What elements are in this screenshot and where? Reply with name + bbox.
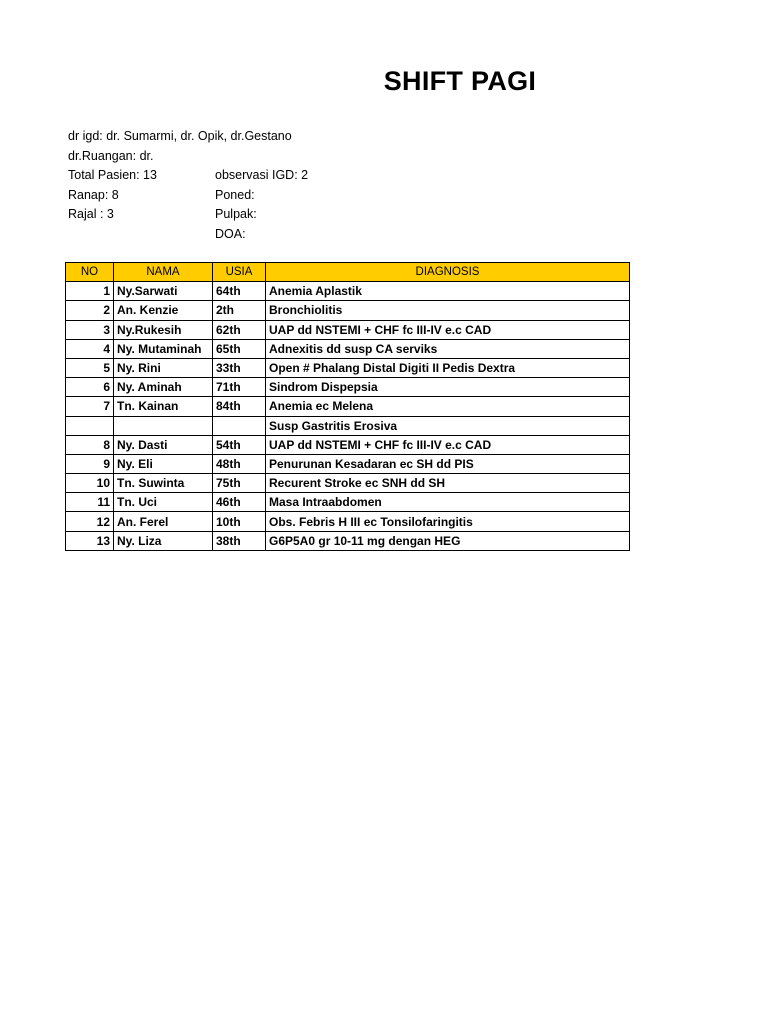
- info-row-rajal: [68, 205, 292, 225]
- cell-no: 7: [66, 397, 114, 416]
- cell-usia: 64th: [213, 282, 266, 301]
- table-header-row: [66, 263, 630, 282]
- cell-nama: Ny. Dasti: [114, 435, 213, 454]
- table-row: [66, 282, 630, 301]
- info-row-dr-ruangan: [68, 147, 292, 167]
- cell-nama: Tn. Uci: [114, 493, 213, 512]
- header-diagnosis: DIAGNOSIS: [266, 263, 630, 282]
- cell-usia: [213, 416, 266, 435]
- cell-usia: 10th: [213, 512, 266, 531]
- table-row: [66, 493, 630, 512]
- cell-no: 11: [66, 493, 114, 512]
- header-nama: NAMA: [114, 263, 213, 282]
- cell-usia: 48th: [213, 454, 266, 473]
- cell-no: 3: [66, 320, 114, 339]
- cell-nama: Tn. Kainan: [114, 397, 213, 416]
- cell-nama: Ny. Mutaminah: [114, 339, 213, 358]
- cell-diagnosis: UAP dd NSTEMI + CHF fc III-IV e.c CAD: [266, 435, 630, 454]
- table-row: [66, 454, 630, 473]
- cell-nama: An. Kenzie: [114, 301, 213, 320]
- cell-no: 8: [66, 435, 114, 454]
- cell-diagnosis: Penurunan Kesadaran ec SH dd PIS: [266, 454, 630, 473]
- header-usia: USIA: [213, 263, 266, 282]
- cell-diagnosis: Adnexitis dd susp CA serviks: [266, 339, 630, 358]
- pulpak-text: Pulpak:: [215, 207, 257, 221]
- total-pasien-text: Total Pasien: 13: [68, 168, 157, 182]
- cell-nama: Ny. Aminah: [114, 378, 213, 397]
- table-row: [66, 416, 630, 435]
- table-row: [66, 512, 630, 531]
- table-row: [66, 320, 630, 339]
- dr-igd-text: dr igd: dr. Sumarmi, dr. Opik, dr.Gestano: [68, 129, 292, 143]
- cell-nama: [114, 416, 213, 435]
- cell-diagnosis: Obs. Febris H III ec Tonsilofaringitis: [266, 512, 630, 531]
- shift-info: [68, 127, 309, 244]
- cell-nama: Ny.Rukesih: [114, 320, 213, 339]
- cell-no: 1: [66, 282, 114, 301]
- cell-usia: 65th: [213, 339, 266, 358]
- table-row: [66, 397, 630, 416]
- cell-usia: 38th: [213, 531, 266, 550]
- observasi-igd-text: observasi IGD: 2: [215, 168, 309, 182]
- cell-usia: 62th: [213, 320, 266, 339]
- dr-ruangan-text: dr.Ruangan: dr.: [68, 148, 154, 163]
- table-row: [66, 531, 630, 550]
- table-row: [66, 339, 630, 358]
- cell-diagnosis: Anemia ec Melena: [266, 397, 630, 416]
- patient-table: [65, 262, 630, 551]
- cell-usia: 71th: [213, 378, 266, 397]
- table-row: [66, 378, 630, 397]
- cell-no: 4: [66, 339, 114, 358]
- cell-nama: Tn. Suwinta: [114, 474, 213, 493]
- cell-diagnosis: Masa Intraabdomen: [266, 493, 630, 512]
- table-body: [66, 282, 630, 551]
- header-no: NO: [66, 263, 114, 282]
- cell-nama: An. Ferel: [114, 512, 213, 531]
- cell-no: 2: [66, 301, 114, 320]
- cell-nama: Ny. Eli: [114, 454, 213, 473]
- cell-diagnosis: UAP dd NSTEMI + CHF fc III-IV e.c CAD: [266, 320, 630, 339]
- info-row-ranap: [68, 186, 292, 206]
- page-title: SHIFT PAGI: [383, 66, 537, 96]
- info-row-dr-igd: [68, 127, 292, 147]
- cell-diagnosis: Open # Phalang Distal Digiti II Pedis Dextra: [266, 358, 630, 377]
- cell-usia: 84th: [213, 397, 266, 416]
- cell-usia: 2th: [213, 301, 266, 320]
- cell-no: 5: [66, 358, 114, 377]
- info-row-doa: [68, 225, 292, 245]
- table-row: [66, 358, 630, 377]
- cell-diagnosis: Anemia Aplastik: [266, 282, 630, 301]
- cell-nama: Ny.Sarwati: [114, 282, 213, 301]
- cell-nama: Ny. Rini: [114, 358, 213, 377]
- table-row: [66, 435, 630, 454]
- cell-usia: 46th: [213, 493, 266, 512]
- poned-text: Poned:: [215, 187, 255, 202]
- cell-diagnosis: G6P5A0 gr 10-11 mg dengan HEG: [266, 531, 630, 550]
- cell-no: 13: [66, 531, 114, 550]
- doa-text: DOA:: [215, 226, 246, 241]
- cell-nama: Ny. Liza: [114, 531, 213, 550]
- cell-diagnosis: Bronchiolitis: [266, 301, 630, 320]
- ranap-text: Ranap: 8: [68, 187, 119, 202]
- table-row: [66, 301, 630, 320]
- cell-no: 9: [66, 454, 114, 473]
- cell-usia: 33th: [213, 358, 266, 377]
- cell-no: 10: [66, 474, 114, 493]
- cell-usia: 54th: [213, 435, 266, 454]
- cell-usia: 75th: [213, 474, 266, 493]
- cell-no: 6: [66, 378, 114, 397]
- cell-diagnosis: Sindrom Dispepsia: [266, 378, 630, 397]
- rajal-text: Rajal : 3: [68, 207, 114, 221]
- cell-diagnosis: Recurent Stroke ec SNH dd SH: [266, 474, 630, 493]
- info-row-total: [68, 166, 309, 186]
- table-row: [66, 474, 630, 493]
- cell-no: [66, 416, 114, 435]
- cell-no: 12: [66, 512, 114, 531]
- cell-diagnosis: Susp Gastritis Erosiva: [266, 416, 630, 435]
